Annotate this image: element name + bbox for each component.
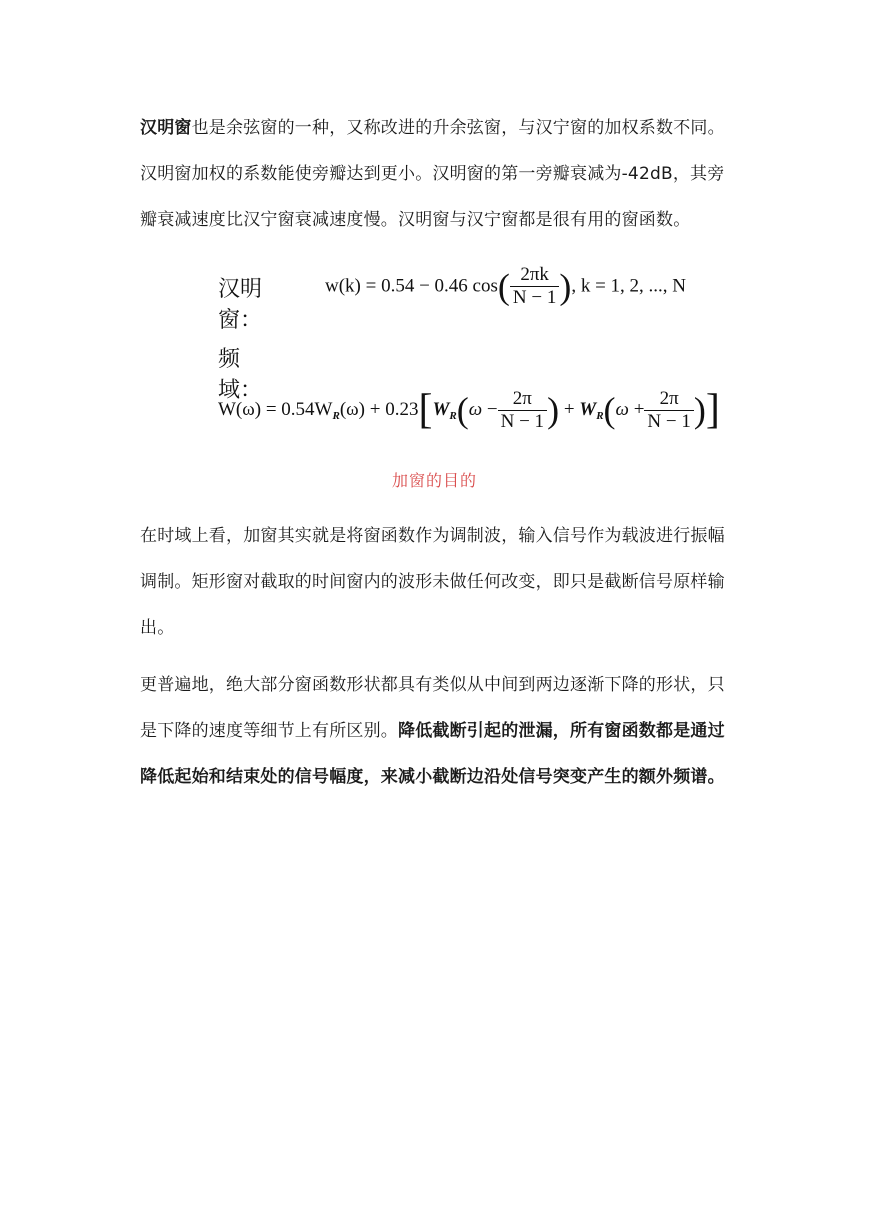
time-fraction-denominator: N − 1 bbox=[512, 287, 557, 308]
paragraph-window-shape bbox=[140, 662, 732, 800]
freq-equation-lhs: W(ω) = 0.54W bbox=[218, 399, 333, 420]
freq-subscript: R bbox=[332, 410, 340, 423]
section-heading-windowing-purpose: 加窗的目的 bbox=[391, 471, 477, 490]
time-domain-equation: w(k) = 0.54 − 0.46 cos( $\frac{2\pi k}{N - 1}$ ), k = 1, 2, ..., N bbox=[325, 264, 687, 308]
term-hamming-window: 汉明窗 bbox=[140, 118, 192, 138]
freq-fraction-denominator-2: N − 1 bbox=[647, 410, 691, 432]
paragraph-windowing-time-domain: 在时域上看，加窗其实就是将窗函数作为调制波，输入信号作为载波进行振幅调制。矩形窗对截取的时间窗内的波形未做任何改变，即只是截断信号原样输出。 bbox=[140, 526, 725, 638]
freq-equation-mid: (ω) + 0.23 bbox=[339, 399, 419, 420]
paragraph-hamming-text: 也是余弦窗的一种，又称改进的升余弦窗，与汉宁窗的加权系数不同。汉明窗加权的系数能使旁瓣达到更小。汉明窗的第一旁瓣衰减为-42dB，其旁瓣衰减速度比汉宁窗衰减速度慢。汉明窗与汉宁窗都是很有用的窗函数。 bbox=[140, 118, 725, 230]
paragraph-window-shape-emphasis: 降低截断引起的泄漏，所有窗函数都是通过降低起始和结束处的信号幅度，来减小截断边沿处信号突变产生的额外频谱。 bbox=[140, 721, 725, 787]
freq-fraction-numerator-2: 2π bbox=[644, 388, 693, 411]
frequency-domain-equation: $W(\omega) = 0.54W_R(\omega) + 0.23[W_R(\omega$ − $\frac{2\pi}{N - 1}$ ) + $W_R(\omega$ + $\frac{2\pi}{N - 1}$ )] bbox=[218, 387, 720, 433]
time-equation-tail: , k = 1, 2, ..., N bbox=[571, 275, 687, 297]
time-fraction-numerator: 2πk bbox=[510, 264, 559, 287]
time-equation-lhs: w(k) = 0.54 − 0.46 cos bbox=[325, 275, 498, 297]
freq-fraction-numerator-1: 2π bbox=[498, 388, 547, 411]
freq-fraction-denominator-1: N − 1 bbox=[500, 410, 545, 432]
paragraph-hamming-intro bbox=[140, 105, 732, 243]
time-domain-label: 汉明窗： bbox=[218, 277, 263, 333]
paragraph-window-shape-text: 更普遍地，绝大部分窗函数形状都具有类似从中间到两边逐渐下降的形状，只是下降的速度等细节上有所区别。 bbox=[140, 675, 725, 741]
frequency-domain-label: 频域： bbox=[218, 347, 263, 403]
